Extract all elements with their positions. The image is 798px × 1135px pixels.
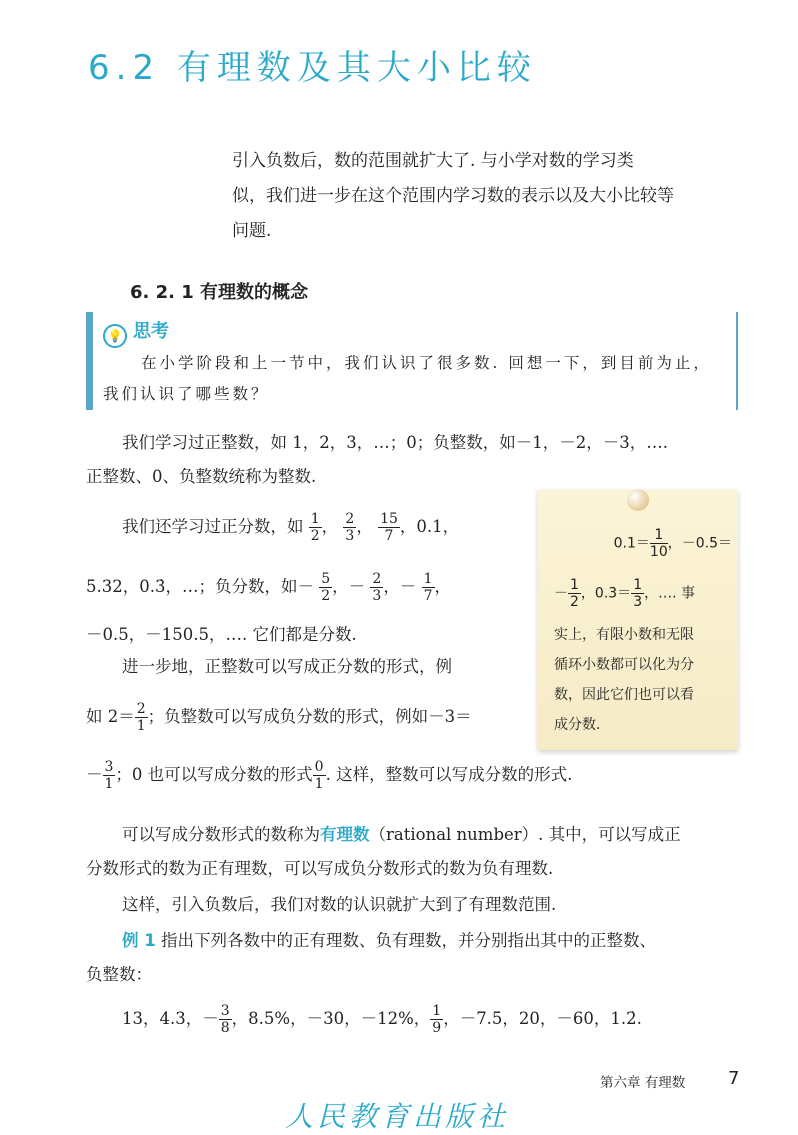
p1-line-2: 正整数、0、负整数统称为整数. (86, 467, 317, 486)
p4-text-b: （rational number）. 其中，可以写成正 (369, 825, 681, 844)
lightbulb-icon: 💡 (103, 324, 127, 348)
think-box (86, 312, 738, 410)
p5: 这样，引入负数后，我们对数的认识就扩大到了有理数范围. (122, 895, 557, 914)
note-text-e: ，…. 事 (644, 585, 696, 602)
p4-line-2: 分数形式的数为正有理数，可以写成负分数形式的数为负有理数. (86, 859, 554, 878)
note-text-b: ，－0.5＝ (667, 535, 732, 552)
intro-line-2: 似，我们进一步在这个范围内学习数的表示以及大小比较等 (232, 186, 674, 206)
fraction: $\frac{1}{3}$ (633, 577, 643, 610)
note-line-4: 循环小数都可以化为分 (554, 657, 694, 673)
note-line-6: 成分数. (554, 717, 601, 733)
page-number: 7 (728, 1068, 740, 1089)
p3-text-b: 如 2＝ (86, 707, 135, 726)
footer-chapter: 第六章 有理数 (600, 1075, 686, 1091)
example-line-2: 负整数： (86, 965, 152, 984)
p2-line-3: －0.5，－150.5，…. 它们都是分数. (86, 625, 357, 644)
section-title: 6.2 有理数及其大小比较 (88, 48, 537, 88)
p3-text-c: ；负整数可以写成负分数的形式，例如－3＝ (147, 707, 472, 726)
note-line-5: 数，因此它们也可以看 (554, 687, 694, 703)
p2-line-1: 我们还学习过正分数，如 $\frac{1}{2}$ ， $\frac{2}{3}$ ， $\frac{15}{7}$ ，0.1， (122, 511, 460, 544)
fraction: $\frac{0}{1}$ (314, 759, 324, 792)
think-heading (103, 317, 169, 348)
example-list-b: ，8.5%，－30，－12%， (231, 1009, 431, 1028)
p4-text-a: 可以写成分数形式的数称为 (122, 825, 320, 844)
fraction: $\frac{1}{10}$ (649, 527, 668, 560)
p4-line-1 (86, 818, 746, 852)
pin-icon (627, 489, 649, 511)
example-list-a: 13，4.3，－ (122, 1009, 219, 1028)
fraction: $\frac{1}{2}$ (310, 511, 320, 544)
example-line-1 (86, 924, 746, 958)
note-text-d: ，0.3̇＝ (580, 585, 632, 602)
think-left-bar (86, 312, 93, 410)
note-line-3: 实上，有限小数和无限 (554, 627, 694, 643)
p3-text-d: － (86, 765, 103, 784)
think-heading-text: 思考 (133, 321, 169, 342)
p3-line-1: 进一步地，正整数可以写成正分数的形式，例 (122, 657, 452, 676)
fraction: $\frac{2}{3}$ (345, 511, 355, 544)
keyword-rational: 有理数 (320, 825, 370, 844)
fraction: $\frac{15}{7}$ (380, 511, 398, 544)
note-line-1 (554, 528, 732, 559)
note-line-2 (554, 578, 732, 609)
example-label: 例 1 (122, 931, 156, 950)
intro-line-3: 问题. (232, 221, 272, 241)
fraction: $\frac{3}{8}$ (220, 1003, 230, 1036)
subsection-title: 6. 2. 1 有理数的概念 (130, 282, 309, 303)
p2-text-a: 我们还学习过正分数，如 (122, 517, 304, 536)
publisher-logo: 人民教育出版社 (285, 1100, 510, 1133)
note-text-c: － (554, 585, 568, 602)
think-text: 在小学阶段和上一节中，我们认识了很多数. 回想一下，到目前为止，我们认识了哪些数？ (103, 354, 712, 403)
p3-text-e: ；0 也可以写成分数的形式 (115, 765, 313, 784)
p2-line-2: 5.32，0.3̇，…；负分数，如－ $\frac{5}{2}$ ，－ $\frac{2}{3}$ ，－ $\frac{1}{7}$ ， (86, 571, 451, 604)
p2-text-b: ，0.1， (399, 517, 460, 536)
fraction: $\frac{5}{2}$ (321, 571, 331, 604)
p2-text-c: 5.32，0.3̇，…；负分数，如－ (86, 577, 314, 596)
think-right-bar (736, 312, 738, 410)
note-text-a: 0.1＝ (613, 535, 650, 552)
intro-line-1: 引入负数后，数的范围就扩大了. 与小学对数的学习类 (232, 151, 634, 171)
fraction: $\frac{2}{3}$ (372, 571, 382, 604)
fraction: $\frac{2}{1}$ (136, 701, 146, 734)
example-list (122, 1002, 742, 1036)
example-list-c: ，－7.5，20，－60，1.2̇. (443, 1009, 642, 1028)
fraction: $\frac{3}{1}$ (104, 759, 114, 792)
p3-text-g: . 这样，整数可以写成分数的形式. (325, 765, 573, 784)
p1-line-1: 我们学习过正整数，如 1，2，3，…；0；负整数，如－1，－2，－3，…. (122, 433, 668, 452)
fraction: $\frac{1}{9}$ (432, 1003, 442, 1036)
example-text-a: 指出下列各数中的正有理数、负有理数，并分别指出其中的正整数、 (155, 931, 656, 950)
p3-line-2 (86, 700, 526, 734)
fraction: $\frac{1}{7}$ (423, 571, 433, 604)
fraction: $\frac{1}{2}$ (570, 577, 579, 610)
p3-line-3 (86, 758, 746, 792)
